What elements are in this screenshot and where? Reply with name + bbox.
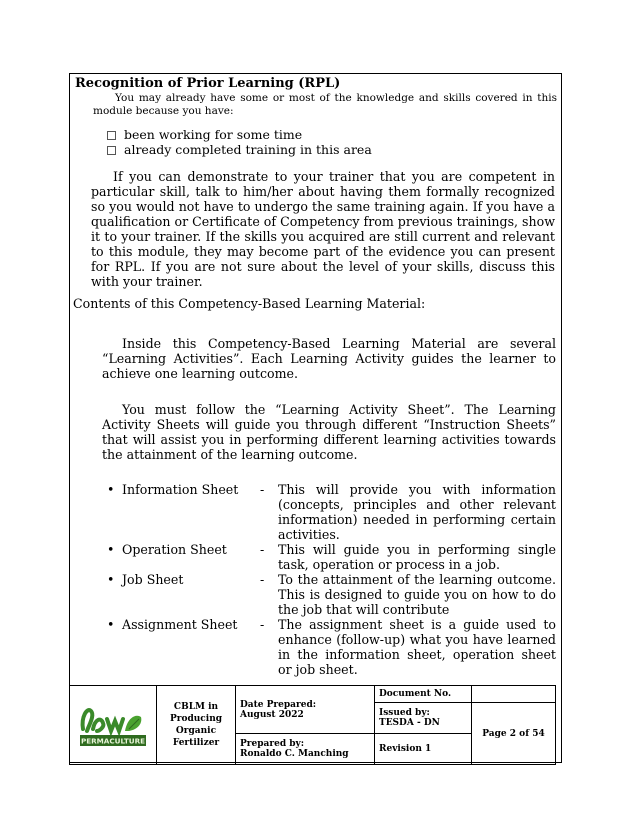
date-prepared-cell [236,686,375,734]
cblm-line: Fertilizer [172,738,220,748]
check-label: been working for some time [124,127,303,142]
blank-cell [472,686,556,703]
date-label: Date Prepared: [240,699,317,710]
page-content [75,76,557,677]
list-item [102,617,556,677]
bullet-icon: • [107,572,115,587]
sheet-description: This will guide you in performing single task, operation or process in a job. [278,542,556,572]
cblm-line: Organic [175,726,217,736]
revision-label: Revision 1 [379,744,432,755]
rpl-checklist [107,127,557,157]
logo-cell [70,686,157,765]
sheet-name: Job Sheet [122,572,184,587]
dash-separator: - [260,617,265,632]
rpl-intro: You may already have some or most of the knowledge and skills covered in this module because you have: [93,92,557,117]
issued-value: TESDA - DN [379,718,440,729]
sheet-description: This will provide you with information (concepts, principles and other relevant information) needed in performing certain activities. [278,482,556,542]
sheet-description: The assignment sheet is a guide used to enhance (follow-up) what you have learned in the information sheet, operation sheet or job sheet. [278,617,556,677]
list-item [102,542,556,572]
document-footer [69,685,556,765]
cblm-line: Producing [169,714,223,724]
contents-heading: Contents of this Competency-Based Learning Material: [73,296,426,311]
sheet-name: Operation Sheet [122,542,227,557]
cblm-title-cell [157,686,236,765]
dash-separator: - [260,572,265,587]
page-number: Page 2 of 54 [482,728,545,739]
doc-no-cell [375,686,472,703]
prepared-by-cell [236,734,375,765]
rpl-title: Recognition of Prior Learning (RPL) [75,76,341,91]
sheet-name: Information Sheet [122,482,239,497]
checkbox-icon [107,146,116,155]
prepared-label: Prepared by: [240,739,305,750]
issued-by-cell [375,703,472,734]
list-item [107,127,557,142]
bullet-icon: • [107,617,115,632]
page-number-cell [472,703,556,765]
sheet-name: Assignment Sheet [122,617,238,632]
permaculture-logo [77,699,149,751]
sheet-list [102,482,556,677]
date-value: August 2022 [240,709,304,720]
sheet-description: To the attainment of the learning outcome. This is designed to guide you on how to do the job that will contribute [278,572,556,617]
revision-cell [375,734,472,765]
list-item [102,482,556,542]
contents-paragraph-1: Inside this Competency-Based Learning Material are several “Learning Activities”. Each Learning Activity guides the learner to achieve one learning outcome. [102,336,556,381]
dash-separator: - [260,482,265,497]
bullet-icon: • [107,542,115,557]
contents-paragraph-2: You must follow the “Learning Activity Sheet”. The Learning Activity Sheets will guide you through different “Instruction Sheets” that will assist you in performing different learning activities towards the attainment of the learning outcome. [102,402,556,462]
issued-label: Issued by: [379,708,430,719]
cblm-line: CBLM in [173,702,219,712]
rpl-paragraph: If you can demonstrate to your trainer that you are competent in particular skill, talk to him/her about having them formally recognized so you would not have to undergo the same training again. If you have a qualification or Certificate of Competency from previous trainings, show it to your trainer. If the skills you acquired are still current and relevant to this module, they may become part of the evidence you can present for RPL. If you are not sure about the level of your skills, discuss this with your trainer. [91,169,555,289]
list-item [107,142,557,157]
dash-separator: - [260,542,265,557]
check-label: already completed training in this area [124,142,372,157]
prepared-value: Ronaldo C. Manching [240,749,349,760]
bullet-icon: • [107,482,115,497]
logo-text: PERMACULTURE [80,736,146,746]
checkbox-icon [107,131,116,140]
doc-no-label: Document No. [379,689,452,700]
list-item [102,572,556,617]
